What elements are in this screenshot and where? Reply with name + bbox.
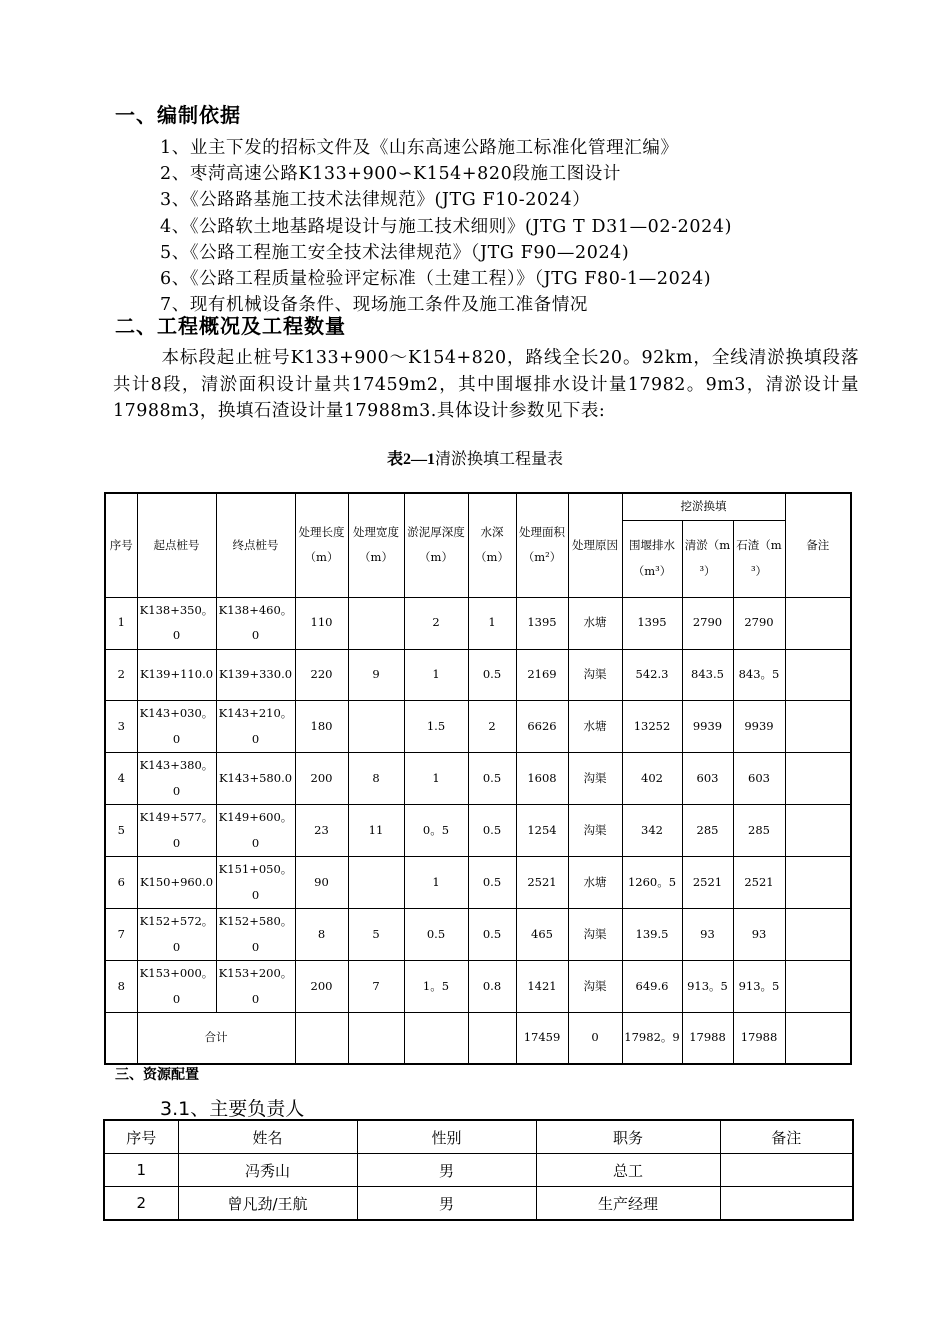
personnel-header: 姓名 <box>178 1120 357 1154</box>
overview-text: 本标段起止桩号K133+900～K154+820，路线全长20。92km，全线清淤换填段落共计8段，清淤面积设计量共17459m2，其中围堰排水设计量17982。9m3，清淤设计量17988m3，换填石渣设计量17988m3.具体设计参数见下表: <box>113 348 859 421</box>
table-cell: 沟渠 <box>568 649 622 701</box>
table-row <box>105 805 851 857</box>
header-seq: 序号 <box>105 493 137 597</box>
table-cell <box>785 1013 851 1064</box>
table-cell: 913。5 <box>733 961 785 1013</box>
table-cell: 1 <box>404 753 468 805</box>
table-cell: 沟渠 <box>568 909 622 961</box>
table-cell <box>348 1013 404 1064</box>
table-cell: 2521 <box>516 857 568 909</box>
personnel-header: 性别 <box>357 1120 536 1154</box>
table-cell <box>785 649 851 701</box>
table-row <box>105 649 851 701</box>
table-cell: 11 <box>348 805 404 857</box>
table-cell: K143+380。0 <box>137 753 216 805</box>
table-cell: 93 <box>733 909 785 961</box>
table-cell: 285 <box>682 805 733 857</box>
table-cell: 0.5 <box>468 805 516 857</box>
table-cell: 2790 <box>733 597 785 649</box>
table-cell: 913。5 <box>682 961 733 1013</box>
table-cell: 139.5 <box>622 909 682 961</box>
section-2-heading: 二、工程概况及工程数量 <box>115 314 346 338</box>
table-cell: 1 <box>404 649 468 701</box>
header-start: 起点桩号 <box>137 493 216 597</box>
table-cell <box>404 1013 468 1064</box>
table-cell <box>105 1013 137 1064</box>
table-cell: K151+050。0 <box>216 857 295 909</box>
table-cell: 水塘 <box>568 857 622 909</box>
table-cell: 23 <box>295 805 348 857</box>
table-row <box>105 597 851 649</box>
table-cell: 0.5 <box>468 753 516 805</box>
table-cell: 9939 <box>733 701 785 753</box>
table-cell: 93 <box>682 909 733 961</box>
table-cell: 8 <box>295 909 348 961</box>
table-cell <box>348 857 404 909</box>
table-cell: K138+350。0 <box>137 597 216 649</box>
personnel-body <box>104 1154 853 1221</box>
table-cell: 0.5 <box>404 909 468 961</box>
table-cell: 1254 <box>516 805 568 857</box>
header-ballast: 石渣（m³） <box>733 520 785 597</box>
table-body <box>105 597 851 1013</box>
table-cell: 200 <box>295 961 348 1013</box>
table-cell: 9 <box>348 649 404 701</box>
total-cofferdam: 17982。9 <box>622 1013 682 1064</box>
table-cell: 285 <box>733 805 785 857</box>
table-cell: 水塘 <box>568 597 622 649</box>
table-cell: 0.5 <box>468 857 516 909</box>
table-cell: 0.8 <box>468 961 516 1013</box>
table-row <box>105 753 851 805</box>
table-cell: K150+960.0 <box>137 857 216 909</box>
basis-item: 7、现有机械设备条件、现场施工条件及施工准备情况 <box>160 295 589 316</box>
table-cell: 402 <box>622 753 682 805</box>
overview-paragraph <box>113 345 859 425</box>
table-cell: 843.5 <box>682 649 733 701</box>
header-group: 挖淤换填 <box>622 493 785 520</box>
personnel-table <box>103 1119 854 1221</box>
table-cell: 6 <box>105 857 137 909</box>
personnel-header-row <box>104 1120 853 1154</box>
total-ballast: 17988 <box>733 1013 785 1064</box>
table-row <box>105 961 851 1013</box>
table-row <box>105 857 851 909</box>
table-caption-number: 表2—1 <box>386 451 435 468</box>
table-cell: 1260。5 <box>622 857 682 909</box>
basis-item: 3、《公路路基施工技术法律规范》(JTG F10-2024） <box>160 190 591 211</box>
table-cell: 1421 <box>516 961 568 1013</box>
table-cell <box>785 909 851 961</box>
table-cell: 沟渠 <box>568 805 622 857</box>
table-cell: K152+572。0 <box>137 909 216 961</box>
dredging-quantity-table <box>104 492 852 1065</box>
table-cell: 9939 <box>682 701 733 753</box>
table-cell: 0.5 <box>468 909 516 961</box>
table-cell: 0。5 <box>404 805 468 857</box>
table-cell: 200 <box>295 753 348 805</box>
section-3-heading: 三、资源配置 <box>115 1067 199 1083</box>
table-cell <box>468 1013 516 1064</box>
table-row <box>105 701 851 753</box>
table-cell <box>785 597 851 649</box>
table-cell: 2790 <box>682 597 733 649</box>
table-cell: K153+000。0 <box>137 961 216 1013</box>
table-cell: 603 <box>733 753 785 805</box>
header-length: 处理长度（m） <box>295 493 348 597</box>
header-depth: 淤泥厚深度（m） <box>404 493 468 597</box>
table-cell: 沟渠 <box>568 753 622 805</box>
table-cell: 180 <box>295 701 348 753</box>
table-cell: K143+210。0 <box>216 701 295 753</box>
table-cell: 5 <box>348 909 404 961</box>
table-total-row <box>105 1013 851 1064</box>
table-cell: K152+580。0 <box>216 909 295 961</box>
personnel-cell: 曾凡劲/王航 <box>178 1187 357 1221</box>
table-cell: K139+110.0 <box>137 649 216 701</box>
table-cell <box>785 961 851 1013</box>
table-cell: 7 <box>348 961 404 1013</box>
personnel-cell: 1 <box>104 1154 178 1187</box>
table-cell: 2521 <box>733 857 785 909</box>
table-cell: K143+580.0 <box>216 753 295 805</box>
table-header-row <box>105 493 851 520</box>
basis-item: 2、枣菏高速公路K133+900∽K154+820段施工图设计 <box>160 164 621 185</box>
table-cell: 6626 <box>516 701 568 753</box>
subsection-heading: 3.1、主要负责人 <box>160 1098 305 1120</box>
basis-item: 4、《公路软土地基路堤设计与施工技术细则》(JTG T D31—02-2024) <box>160 216 733 237</box>
table-cell: K143+030。0 <box>137 701 216 753</box>
personnel-cell: 生产经理 <box>536 1187 720 1221</box>
table-caption-text: 清淤换填工程量表 <box>435 449 564 468</box>
table-cell: 1 <box>404 857 468 909</box>
table-cell: 1395 <box>516 597 568 649</box>
table-cell: 7 <box>105 909 137 961</box>
personnel-cell: 冯秀山 <box>178 1154 357 1187</box>
personnel-header: 备注 <box>720 1120 853 1154</box>
table-cell: K149+577。0 <box>137 805 216 857</box>
personnel-cell: 总工 <box>536 1154 720 1187</box>
table-cell: K153+200。0 <box>216 961 295 1013</box>
table-cell: 8 <box>105 961 137 1013</box>
table-cell: 2169 <box>516 649 568 701</box>
table-caption <box>0 446 950 469</box>
personnel-cell <box>720 1154 853 1187</box>
basis-item: 5、《公路工程施工安全技术法律规范》（JTG F90—2024) <box>160 242 630 263</box>
header-reason: 处理原因 <box>568 493 622 597</box>
header-cofferdam: 围堰排水（m³） <box>622 520 682 597</box>
table-cell: 2 <box>468 701 516 753</box>
basis-item: 6、《公路工程质量检验评定标准（土建工程）》（JTG F80-1—2024) <box>160 269 712 290</box>
total-dredge: 17988 <box>682 1013 733 1064</box>
table-cell <box>785 701 851 753</box>
basis-list <box>160 135 732 318</box>
table-cell: 1.5 <box>404 701 468 753</box>
table-cell: 3 <box>105 701 137 753</box>
table-cell: 220 <box>295 649 348 701</box>
table-cell: K149+600。0 <box>216 805 295 857</box>
basis-item: 1、业主下发的招标文件及《山东高速公路施工标准化管理汇编》 <box>160 138 679 158</box>
table-cell: 2 <box>404 597 468 649</box>
table-cell: 110 <box>295 597 348 649</box>
personnel-header: 序号 <box>104 1120 178 1154</box>
table-cell: 8 <box>348 753 404 805</box>
table-cell <box>785 857 851 909</box>
header-area: 处理面积（m²） <box>516 493 568 597</box>
header-dredge: 清淤（m³） <box>682 520 733 597</box>
total-reason: 0 <box>568 1013 622 1064</box>
table-cell: 5 <box>105 805 137 857</box>
table-cell: 342 <box>622 805 682 857</box>
table-cell: 649.6 <box>622 961 682 1013</box>
table-cell: K139+330.0 <box>216 649 295 701</box>
header-remark: 备注 <box>785 493 851 597</box>
table-cell: 90 <box>295 857 348 909</box>
table-cell: 1608 <box>516 753 568 805</box>
section-1-heading: 一、编制依据 <box>115 103 241 127</box>
table-row <box>105 909 851 961</box>
personnel-cell <box>720 1187 853 1221</box>
table-cell <box>295 1013 348 1064</box>
table-cell: 843。5 <box>733 649 785 701</box>
table-cell: 1395 <box>622 597 682 649</box>
total-area: 17459 <box>516 1013 568 1064</box>
table-cell: 1 <box>468 597 516 649</box>
table-cell: 1 <box>105 597 137 649</box>
table-cell: 1。5 <box>404 961 468 1013</box>
header-end: 终点桩号 <box>216 493 295 597</box>
table-cell <box>785 753 851 805</box>
table-cell: K138+460。0 <box>216 597 295 649</box>
header-water: 水深（m） <box>468 493 516 597</box>
personnel-cell: 男 <box>357 1154 536 1187</box>
table-cell: 542.3 <box>622 649 682 701</box>
personnel-header: 职务 <box>536 1120 720 1154</box>
table-cell: 603 <box>682 753 733 805</box>
table-cell <box>348 701 404 753</box>
table-cell: 2521 <box>682 857 733 909</box>
personnel-cell: 男 <box>357 1187 536 1221</box>
table-cell: 2 <box>105 649 137 701</box>
total-label: 合计 <box>137 1013 295 1064</box>
table-cell: 0.5 <box>468 649 516 701</box>
personnel-row <box>104 1187 853 1221</box>
personnel-cell: 2 <box>104 1187 178 1221</box>
table-cell: 13252 <box>622 701 682 753</box>
header-width: 处理宽度（m） <box>348 493 404 597</box>
personnel-row <box>104 1154 853 1187</box>
table-cell: 4 <box>105 753 137 805</box>
table-cell <box>785 805 851 857</box>
table-cell: 沟渠 <box>568 961 622 1013</box>
table-cell: 465 <box>516 909 568 961</box>
table-cell: 水塘 <box>568 701 622 753</box>
table-cell <box>348 597 404 649</box>
